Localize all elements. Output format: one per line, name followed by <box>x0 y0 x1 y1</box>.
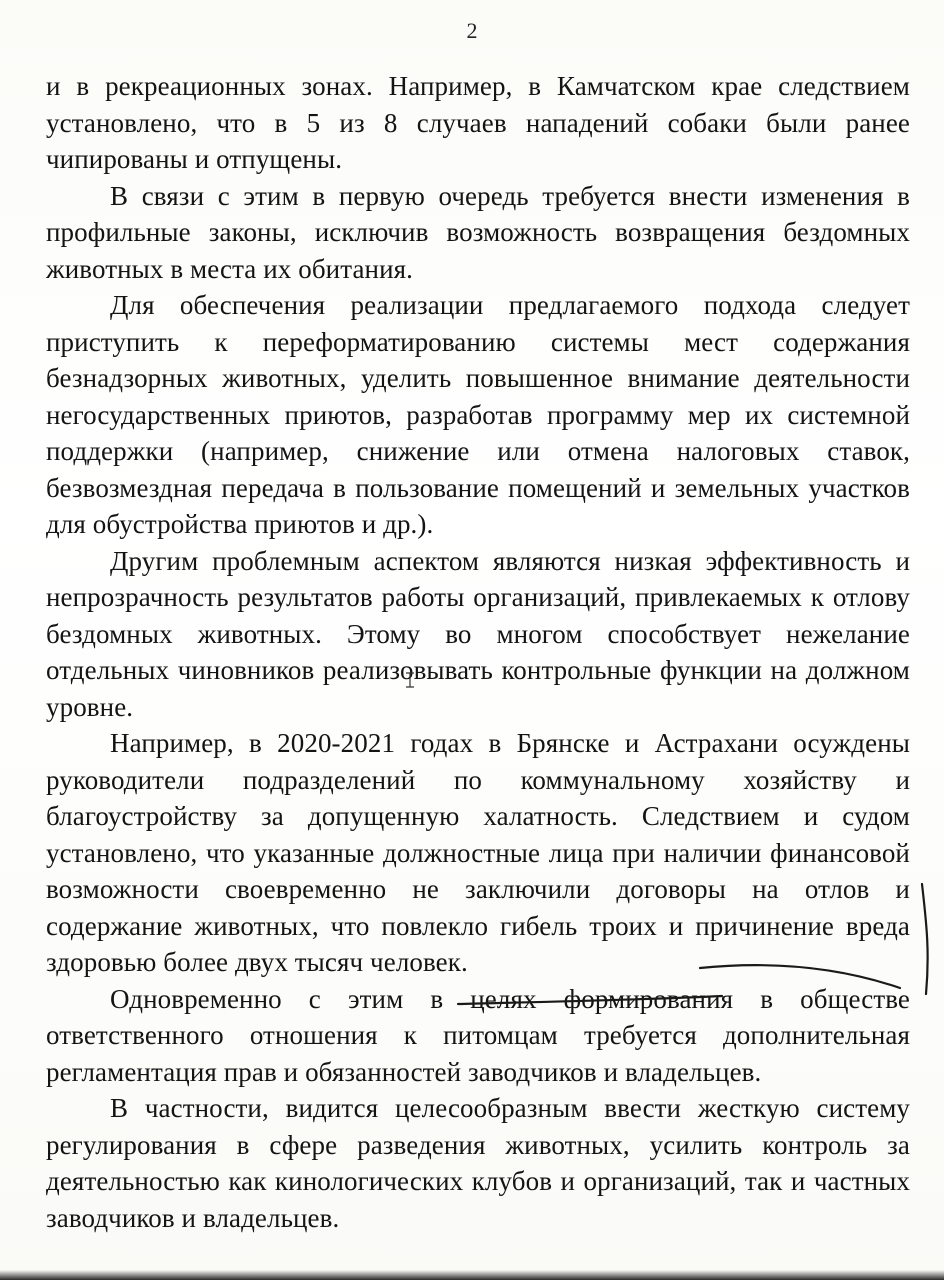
paragraph-7: В частности, видится целесообразным ввести жесткую систему регулирования в сфере разведения животных, усилить контроль за деятельностью как кинологических клубов и организаций, так и частных заводчиков и владельцев. <box>46 1093 910 1233</box>
paragraph-5: Например, в 2020-2021 годах в Брянске и Астрахани осуждены руководители подразделений по коммунальному хозяйству и благоустройству за допущенную халатность. Следствием и судом установлено, что указанные должностные лица при наличии финансовой возможности своевременно не заключили договоры на отлов и содержание животных, что повлекло гибель троих и причинение вреда здоровью более двух тысяч человек. <box>46 728 910 977</box>
paragraph-1: и в рекреационных зонах. Например, в Камчатском крае следствием установлено, что в 5 из 8 случаев нападений собаки были ранее чипированы и отпущены. <box>46 71 910 174</box>
scan-bottom-edge <box>0 1270 944 1280</box>
page-number: 2 <box>466 18 478 43</box>
paragraph-2: В связи с этим в первую очередь требуется внести изменения в профильные законы, исключив возможность возвращения бездомных животных в места их обитания. <box>46 180 910 284</box>
paragraph-6: Одновременно с этим в целях формирования в обществе ответственного отношения к питомцам требуется дополнительная регламентация прав и обязанностей заводчиков и владельцев. <box>46 983 910 1087</box>
paragraph-3: Для обеспечения реализации предлагаемого подхода следует приступить к переформатированию системы мест содержания безнадзорных животных, уделить повышенное внимание деятельности негосударственных приютов, разработав программу мер их системной поддержки (например, снижение или отмена налоговых ставок, безвозмездная передача в пользование помещений и земельных участков для обустройства приютов и др.). <box>46 290 910 539</box>
pen-margin-bracket <box>922 884 928 994</box>
document-body <box>46 68 910 1236</box>
paragraph-4: Другим проблемным аспектом являются низкая эффективность и непрозрачность результатов работы организаций, привлекаемых к отлову бездомных животных. Этому во многом способствует нежелание отдельных чиновников реализовывать контрольные функции на должном уровне. <box>46 545 910 722</box>
